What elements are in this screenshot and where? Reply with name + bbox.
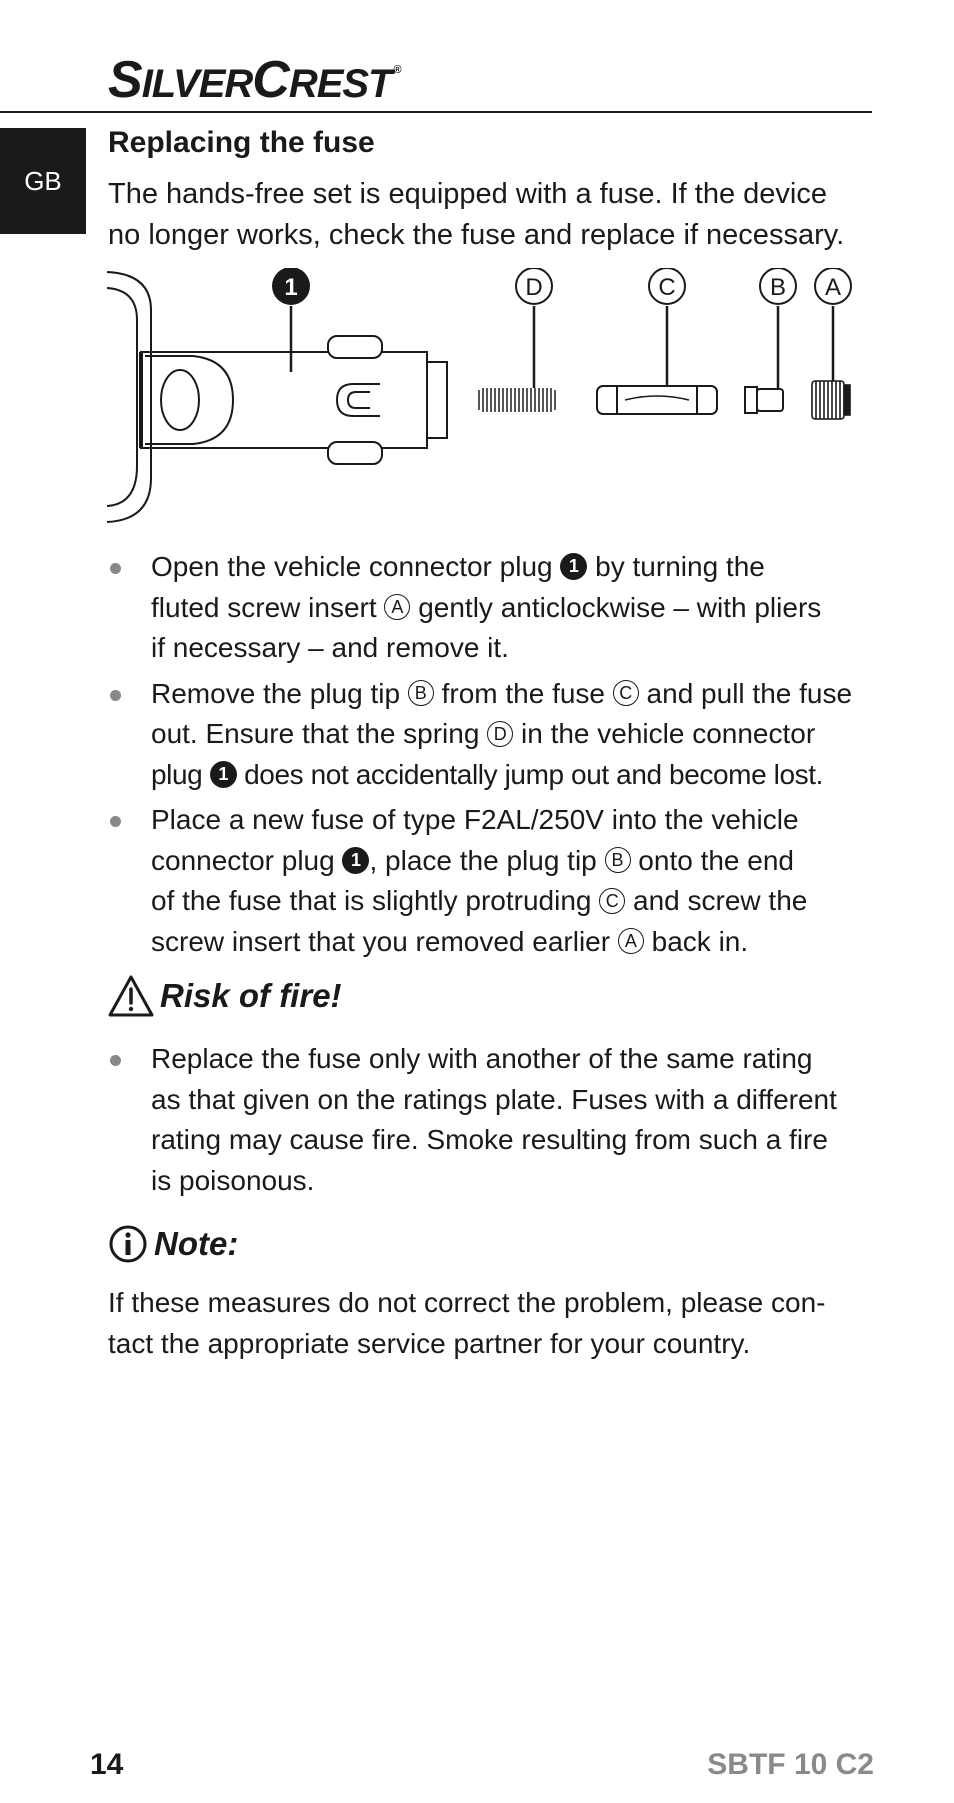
text-line: out. Ensure that the spring D in the vehicle connector — [151, 718, 816, 749]
note-heading-text: Note: — [154, 1225, 239, 1262]
model-number: SBTF 10 C2 — [707, 1748, 874, 1781]
warning-list — [108, 1039, 868, 1206]
spring-d — [479, 388, 555, 412]
warning-heading — [108, 972, 342, 1020]
plug-body — [141, 352, 427, 448]
ref-badge-1: 1 — [560, 553, 587, 580]
list-item — [108, 547, 868, 669]
ref-badge-1: 1 — [342, 847, 369, 874]
text-line: plug 1 does not accidentally jump out and become lost. — [151, 758, 823, 790]
note-line-1: If these measures do not correct the problem, please con- — [108, 1287, 826, 1318]
instruction-list — [108, 547, 868, 967]
ref-b: B — [408, 680, 434, 706]
callout-b-label: B — [769, 274, 787, 301]
section-title: Replacing the fuse — [108, 126, 375, 159]
text-line: rating may cause fire. Smoke resulting from such a fire — [151, 1124, 828, 1155]
header-rule — [0, 111, 872, 113]
brand-letter-s: S — [108, 51, 142, 109]
ref-a: A — [618, 928, 644, 954]
plug-oval — [161, 370, 199, 430]
text-line: is poisonous. — [151, 1164, 315, 1196]
list-item — [108, 800, 868, 962]
brand-logo — [108, 50, 401, 110]
ref-badge-1: 1 — [210, 761, 237, 788]
ref-d: D — [487, 721, 513, 747]
page-number: 14 — [90, 1748, 124, 1781]
text-line: screw insert that you removed earlier A back in. — [151, 925, 749, 957]
callout-c-label: C — [658, 274, 676, 301]
text-line: Remove the plug tip B from the fuse C and pull the fuse — [151, 677, 853, 709]
note-line-2: tact the appropriate service partner for your country. — [108, 1328, 751, 1359]
language-tab: GB — [0, 128, 86, 234]
text-line: if necessary – and remove it. — [151, 632, 509, 663]
text-line: as that given on the ratings plate. Fuses with a different — [151, 1083, 837, 1115]
registered-mark: ® — [393, 64, 401, 76]
note-heading — [108, 1220, 238, 1268]
text-line: Open the vehicle connector plug 1 by turning the — [151, 551, 765, 582]
intro-line-1: The hands-free set is equipped with a fuse. If the device — [108, 178, 827, 210]
callout-1-label: 1 — [284, 274, 298, 301]
brand-word-ilver: ILVER — [141, 62, 253, 106]
list-item — [108, 674, 868, 796]
info-icon — [108, 1224, 148, 1264]
warning-triangle-icon — [108, 974, 154, 1018]
text-line: fluted screw insert A gently anticlockwise – with pliers — [151, 591, 822, 623]
text-line: Replace the fuse only with another of the same rating — [151, 1043, 813, 1074]
fuse-diagram — [105, 268, 867, 530]
ref-c: C — [599, 888, 625, 914]
text-line: Place a new fuse of type F2AL/250V into the vehicle — [151, 804, 799, 835]
warning-heading-text: Risk of fire! — [160, 977, 342, 1014]
text-line: connector plug 1 , place the plug tip B onto the end — [151, 844, 794, 876]
note-text — [108, 1282, 868, 1364]
callout-a-label: A — [824, 274, 842, 301]
intro-line-2: no longer works, check the fuse and replace if necessary. — [108, 219, 845, 251]
plug-tip-b — [745, 387, 783, 413]
screw-insert-a — [812, 381, 850, 419]
ref-a: A — [384, 594, 410, 620]
socket-bracket — [107, 272, 151, 522]
brand-word-rest: REST — [288, 62, 392, 106]
brand-letter-c: C — [252, 51, 289, 109]
text-line: of the fuse that is slightly protruding C and screw the — [151, 885, 808, 916]
fuse-c — [597, 386, 717, 414]
callout-d-label: D — [525, 274, 543, 301]
list-item — [108, 1039, 868, 1201]
ref-b: B — [605, 847, 631, 873]
intro-text — [108, 174, 868, 256]
ref-c: C — [613, 680, 639, 706]
